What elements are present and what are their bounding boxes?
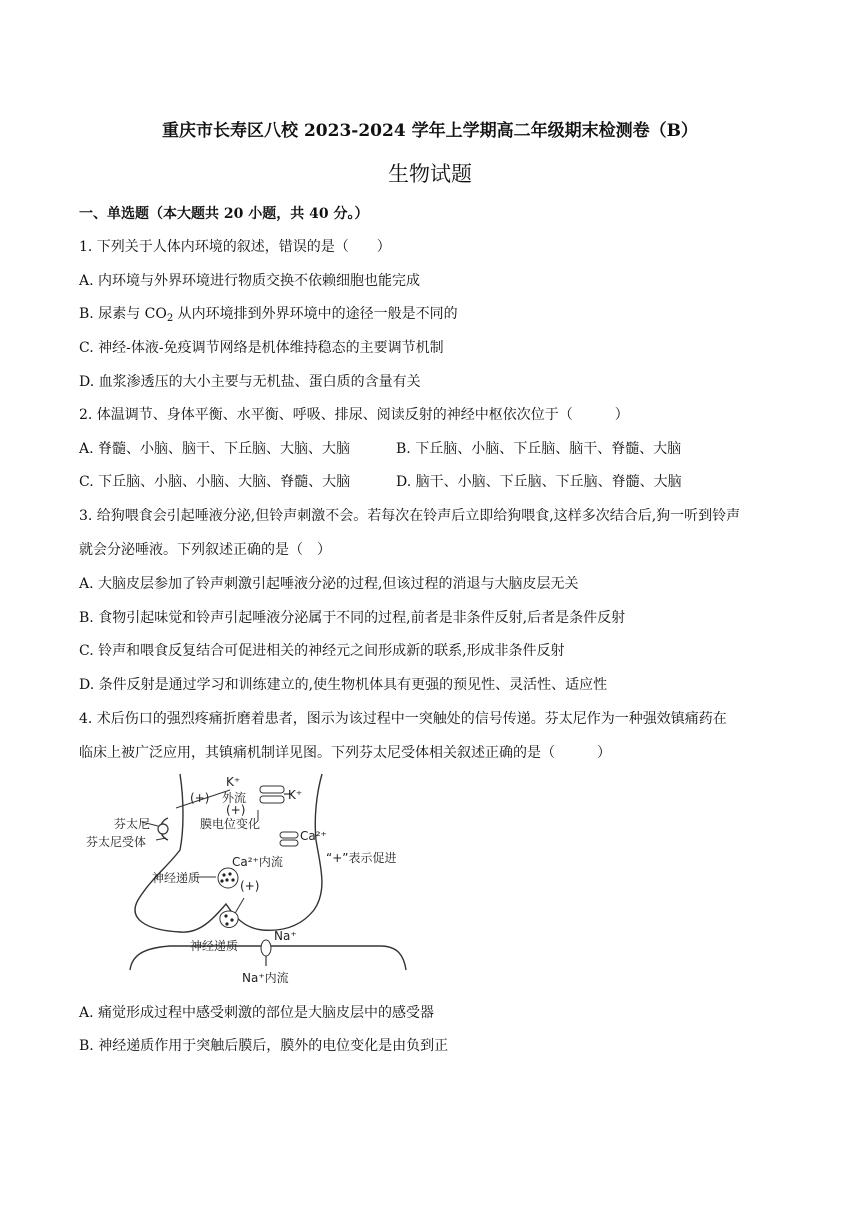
q2-option-c: C. 下丘脑、小脑、小脑、大脑、脊髓、大脑 — [79, 474, 351, 490]
na-channel — [261, 940, 271, 956]
q4-option-b: B. 神经递质作用于突触后膜后，膜外的电位变化是由负到正 — [79, 1038, 449, 1054]
q3-option-a: A. 大脑皮层参加了铃声刺激引起唾液分泌的过程,但该过程的消退与大脑皮层无关 — [79, 576, 579, 592]
label-fentanyl: 芬太尼 — [114, 817, 151, 831]
q2-option-b: B. 下丘脑、小脑、下丘脑、脑干、脊髓、大脑 — [396, 441, 682, 457]
q2-option-d: D. 脑干、小脑、下丘脑、下丘脑、脊髓、大脑 — [396, 474, 682, 490]
q3-stem-line1: 3. 给狗喂食会引起唾液分泌,但铃声刺激不会。若每次在铃声后立即给狗喂食,这样多次结合后,狗一听到铃声 — [79, 508, 741, 524]
release-site — [220, 911, 238, 928]
exam-title: 重庆市长寿区八校 2023-2024 学年上学期高二年级期末检测卷（B） — [162, 121, 698, 141]
synaptic-vesicle — [218, 868, 238, 888]
label-k-right: K⁺ — [288, 788, 303, 802]
fentanyl-molecule — [158, 824, 168, 834]
q1-option-b-pre: B. 尿素与 CO — [79, 306, 167, 322]
label-plus-1: (+) — [190, 791, 210, 805]
label-neurotransmitter-2: 神经递质 — [190, 939, 239, 953]
label-plus-3: (+) — [240, 879, 260, 893]
q2-stem: 2. 体温调节、身体平衡、水平衡、呼吸、排尿、阅读反射的神经中枢依次位于（ ） — [79, 407, 629, 423]
label-na: Na⁺ — [274, 929, 297, 943]
synapse-diagram — [80, 770, 440, 990]
q1-option-b-sub: 2 — [166, 313, 174, 324]
q4-option-a: A. 痛觉形成过程中感受刺激的部位是大脑皮层中的感受器 — [79, 1005, 435, 1021]
label-ca: Ca²⁺ — [300, 829, 327, 843]
q1-option-a: A. 内环境与外界环境进行物质交换不依赖细胞也能完成 — [79, 273, 421, 289]
label-fentanyl-receptor: 芬太尼受体 — [86, 835, 147, 849]
q3-option-d: D. 条件反射是通过学习和训练建立的,使生物机体具有更强的预见性、灵活性、适应性 — [79, 677, 608, 693]
label-na-influx: Na⁺内流 — [242, 971, 289, 985]
label-efflux: 外流 — [222, 791, 247, 805]
q3-option-c: C. 铃声和喂食反复结合可促进相关的神经元之间形成新的联系,形成非条件反射 — [79, 643, 565, 659]
q1-option-c: C. 神经-体液-免疫调节网络是机体维持稳态的主要调节机制 — [79, 340, 444, 356]
q1-option-b-post: 从内环境排到外界环境中的途径一般是不同的 — [173, 306, 458, 322]
q2-option-a: A. 脊髓、小脑、脑干、下丘脑、大脑、大脑 — [79, 441, 351, 457]
label-k-top: K⁺ — [226, 775, 241, 789]
ca-channel-top — [280, 832, 298, 838]
q1-option-b — [79, 305, 458, 328]
label-ca-influx: Ca²⁺内流 — [232, 855, 283, 869]
q1-option-d: D. 血浆渗透压的大小主要与无机盐、蛋白质的含量有关 — [79, 374, 421, 390]
k-channel-bottom — [260, 796, 284, 803]
synapse-figure — [80, 770, 440, 990]
q1-stem: 1. 下列关于人体内环境的叙述，错误的是（ ） — [79, 239, 391, 255]
q4-stem-line2: 临床上被广泛应用，其镇痛机制详见图。下列芬太尼受体相关叙述正确的是（ ） — [79, 745, 611, 761]
label-neurotransmitter-1: 神经递质 — [152, 871, 201, 885]
label-legend: “+”表示促进 — [326, 851, 397, 865]
q4-stem-line1: 4. 术后伤口的强烈疼痛折磨着患者，图示为该过程中一突触处的信号传递。芬太尼作为一种强效镇痛药在 — [79, 711, 727, 727]
label-plus-2: (+) — [226, 803, 246, 817]
q3-stem-line2: 就会分泌唾液。下列叙述正确的是（ ） — [79, 542, 331, 558]
ca-channel-bottom — [280, 840, 298, 846]
section-heading: 一、单选题（本大题共 20 小题，共 40 分。） — [79, 206, 369, 222]
k-channel-top — [260, 786, 284, 793]
q3-option-b: B. 食物引起味觉和铃声引起唾液分泌属于不同的过程,前者是非条件反射,后者是条件反射 — [79, 610, 626, 626]
receptor-pointer — [156, 838, 166, 840]
label-membrane-change: 膜电位变化 — [200, 817, 261, 831]
exam-subtitle: 生物试题 — [388, 162, 472, 186]
